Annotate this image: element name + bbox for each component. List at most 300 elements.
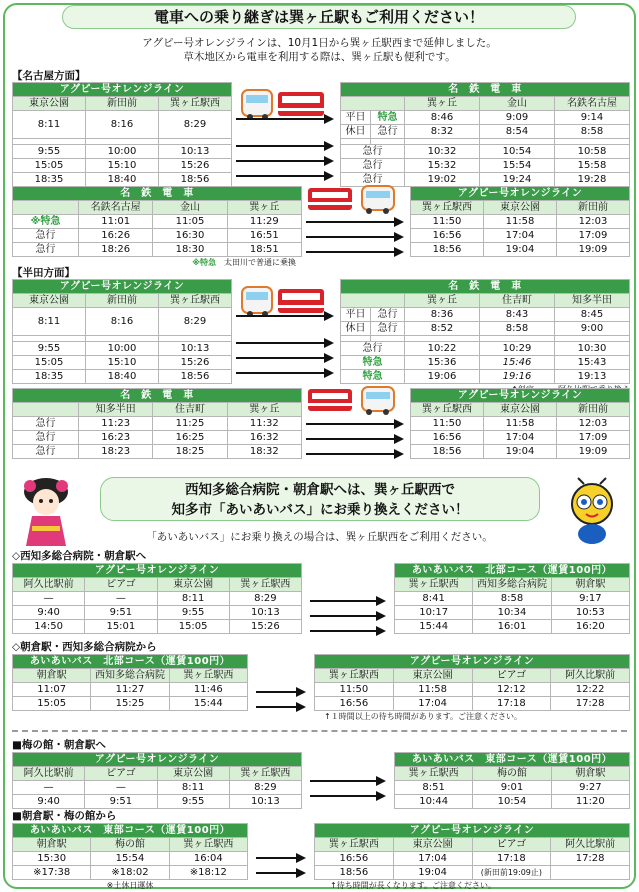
col-header: 朝倉駅 [551, 578, 629, 592]
train-type: 急行 [341, 173, 405, 187]
time-cell: 15:58 [555, 159, 630, 173]
time-cell: — [85, 781, 157, 795]
section-heading-to-hospital: ◇西知多総合病院・朝倉駅へ [12, 550, 147, 562]
section-heading-handa: 【半田方面】 [12, 267, 75, 279]
time-cell: 9:09 [480, 111, 555, 125]
time-cell: 8:41 [395, 592, 473, 606]
col-header: 梅の館 [91, 838, 169, 852]
time-cell: 8:11 [13, 111, 86, 139]
section-heading-nagoya: 【名古屋方面】 [12, 70, 86, 82]
time-cell: — [13, 781, 85, 795]
transfer-arrow [310, 625, 386, 637]
transfer-arrow [310, 595, 386, 607]
transfer-arrow [310, 610, 386, 622]
intro-text [0, 36, 639, 64]
col-header: 東京公園 [484, 201, 557, 215]
time-cell: 11:01 [79, 215, 153, 229]
time-cell: 8:11 [13, 308, 86, 336]
nagoya-meitetsu-return-table [12, 186, 302, 268]
transfer-arrow [256, 852, 306, 864]
time-cell: 10:22 [405, 342, 480, 356]
col-header: 梅の館 [473, 767, 551, 781]
table-note: ※土休日運休 [106, 881, 154, 890]
time-cell: 15:05 [13, 159, 86, 173]
time-cell: 16:25 [153, 431, 227, 445]
transfer-arrow [310, 775, 386, 787]
time-cell: 10:13 [159, 145, 232, 159]
time-cell: 15:10 [86, 356, 159, 370]
col-header: 東京公園 [484, 403, 557, 417]
col-header: 巽ヶ丘駅西 [411, 201, 484, 215]
section-heading-from-hospital: ◇朝倉駅・西知多総合病院から [12, 641, 157, 653]
train-type: 急行 [341, 145, 405, 159]
time-cell: 15:26 [159, 159, 232, 173]
col-header: 西知多総合病院 [91, 669, 169, 683]
time-cell: 17:09 [557, 229, 630, 243]
time-cell: 12:12 [472, 683, 551, 697]
time-cell: 10:13 [229, 795, 301, 809]
train-type: 急行 [341, 159, 405, 173]
time-cell: 8:29 [159, 308, 232, 336]
train-type: 急行 [371, 308, 405, 322]
time-cell: 17:04 [484, 229, 557, 243]
train-type: 特急 [341, 356, 405, 370]
time-cell: 11:27 [91, 683, 169, 697]
time-cell: 19:06 [405, 370, 480, 384]
nagoya-orange-line-table [12, 82, 232, 187]
time-cell: 19:16 [480, 370, 555, 384]
time-cell: 11:20 [551, 795, 629, 809]
table-title: 名 鉄 電 車 [341, 83, 630, 97]
time-cell: 19:09 [557, 445, 630, 459]
transfer-arrow [236, 170, 334, 182]
col-header: 巽ヶ丘駅西 [159, 97, 232, 111]
table-title: あいあいバス 北部コース（運賃100円） [395, 564, 630, 578]
train-type: 急行 [13, 417, 79, 431]
time-cell: 10:17 [395, 606, 473, 620]
section-heading-from-asakura: ■朝倉駅・梅の館から [12, 810, 117, 822]
col-header: 新田前 [557, 201, 630, 215]
time-cell: 11:29 [227, 215, 301, 229]
s3-orange-line-table [12, 752, 302, 809]
transfer-arrow [236, 140, 334, 152]
time-cell: 16:56 [315, 697, 394, 711]
train-bus-illustration [306, 182, 400, 216]
day-label: 平日 [341, 308, 371, 322]
transfer-arrow [236, 352, 334, 364]
time-cell: 16:56 [411, 229, 484, 243]
s1-orange-line-table [12, 563, 302, 634]
aiai-bus-banner [100, 477, 540, 521]
time-cell: 17:18 [472, 852, 551, 866]
transfer-arrow [236, 113, 334, 125]
note-text: 太田川で普通に乗換 [224, 258, 296, 267]
s3-aiai-bus-table [394, 752, 630, 809]
train-type: 特急 [371, 111, 405, 125]
time-cell: 10:34 [473, 606, 551, 620]
time-cell: 10:58 [555, 145, 630, 159]
col-header: 知多半田 [79, 403, 153, 417]
time-cell: 15:46 [480, 356, 555, 370]
time-cell: 9:40 [13, 795, 85, 809]
transfer-arrow [236, 367, 334, 379]
intro-line-1: アグピー号オレンジラインは、10月1日から巽ヶ丘駅西まで延伸しました。 [142, 37, 497, 49]
col-header: 名鉄名古屋 [555, 97, 630, 111]
time-cell: 8:43 [480, 308, 555, 322]
col-header: ピアゴ [85, 578, 157, 592]
col-header: 東京公園 [157, 767, 229, 781]
col-header: 巽ヶ丘駅西 [395, 767, 473, 781]
time-cell: 19:13 [555, 370, 630, 384]
time-cell: 18:30 [153, 243, 227, 257]
time-cell: 17:04 [393, 697, 472, 711]
time-cell: ※17:38 [13, 866, 91, 880]
time-cell: 16:56 [411, 431, 484, 445]
time-cell: 11:32 [227, 417, 301, 431]
day-label: 休日 [341, 322, 371, 336]
day-label: 平日 [341, 111, 371, 125]
time-cell [551, 866, 630, 880]
time-cell: 18:56 [411, 445, 484, 459]
transfer-arrow [306, 216, 404, 228]
transfer-arrow [256, 701, 306, 713]
col-header: ピアゴ [472, 669, 551, 683]
time-cell: 10:54 [480, 145, 555, 159]
col-header: 東京公園 [393, 838, 472, 852]
time-cell: 17:28 [551, 852, 630, 866]
time-cell: 18:40 [86, 370, 159, 384]
aiai-intro-text: 「あいあいバス」にお乗り換えの場合は、巽ヶ丘駅西をご利用ください。 [146, 531, 493, 543]
train-type: 急行 [13, 431, 79, 445]
time-cell: 8:46 [405, 111, 480, 125]
train-type: 急行 [371, 322, 405, 336]
time-cell: 8:52 [405, 322, 480, 336]
time-cell: ※18:12 [169, 866, 247, 880]
time-cell: (新田前19:09止) [472, 866, 551, 880]
table-title: あいあいバス 東部コース（運賃100円） [13, 824, 248, 838]
time-cell: 11:25 [153, 417, 227, 431]
col-header: 巽ヶ丘 [405, 97, 480, 111]
time-cell: 8:29 [229, 781, 301, 795]
table-title: アグピー号オレンジライン [411, 187, 630, 201]
time-cell: 9:00 [555, 322, 630, 336]
time-cell: 17:28 [551, 697, 630, 711]
col-header: 巽ヶ丘駅西 [411, 403, 484, 417]
time-cell: 19:09 [557, 243, 630, 257]
day-label: 休日 [341, 125, 371, 139]
time-cell: 16:56 [315, 852, 394, 866]
table-title: あいあいバス 北部コース（運賃100円） [13, 655, 248, 669]
table-title: 名 鉄 電 車 [13, 389, 302, 403]
time-cell: 18:23 [79, 445, 153, 459]
train-type: 急行 [371, 125, 405, 139]
time-cell: 9:55 [157, 606, 229, 620]
time-cell: 10:13 [229, 606, 301, 620]
time-cell: ※18:02 [91, 866, 169, 880]
time-cell: 8:16 [86, 111, 159, 139]
time-cell: 18:35 [13, 370, 86, 384]
time-cell: 8:11 [157, 781, 229, 795]
time-cell: 12:22 [551, 683, 630, 697]
time-cell: 15:10 [86, 159, 159, 173]
transfer-arrow [306, 433, 404, 445]
banner-line-1: 西知多総合病院・朝倉駅へは、巽ヶ丘駅西で [185, 482, 455, 498]
time-cell: 10:00 [86, 342, 159, 356]
time-cell: 15:05 [13, 356, 86, 370]
time-cell: 18:51 [227, 243, 301, 257]
table-title: アグピー号オレンジライン [411, 389, 630, 403]
time-cell: 18:56 [315, 866, 394, 880]
transfer-arrow [256, 686, 306, 698]
time-cell: 18:32 [227, 445, 301, 459]
intro-line-2: 草木地区から電車を利用する際は、巽ヶ丘駅も便利です。 [183, 51, 456, 63]
time-cell: 15:05 [13, 697, 91, 711]
table-title: アグピー号オレンジライン [13, 280, 232, 294]
s4-aiai-bus-table [12, 823, 248, 891]
table-title: 名 鉄 電 車 [341, 280, 630, 294]
note-mark: ※特急 [192, 258, 216, 267]
train-bus-illustration [306, 383, 400, 417]
transfer-arrow [236, 337, 334, 349]
time-cell: 11:50 [411, 417, 484, 431]
time-cell: — [13, 592, 85, 606]
train-type: 急行 [13, 229, 79, 243]
page-title: 電車への乗り継ぎは巽ヶ丘駅もご利用ください！ [62, 5, 576, 29]
time-cell: 15:05 [157, 620, 229, 634]
transfer-arrow [306, 448, 404, 460]
time-cell: 10:32 [405, 145, 480, 159]
section-divider [12, 730, 627, 732]
time-cell: 15:43 [555, 356, 630, 370]
time-cell: 9:40 [13, 606, 85, 620]
time-cell: 11:23 [79, 417, 153, 431]
time-cell: 16:01 [473, 620, 551, 634]
section-heading-to-umenoyakata: ■梅の館・朝倉駅へ [12, 739, 106, 751]
time-cell: 9:14 [555, 111, 630, 125]
time-cell: — [85, 592, 157, 606]
table-title: アグピー号オレンジライン [13, 564, 302, 578]
time-cell: 19:24 [480, 173, 555, 187]
time-cell: 16:32 [227, 431, 301, 445]
col-header: 金山 [480, 97, 555, 111]
time-cell: 19:28 [555, 173, 630, 187]
col-header: 東京公園 [157, 578, 229, 592]
col-header: 阿久比駅前 [13, 767, 85, 781]
col-header: 巽ヶ丘駅西 [315, 838, 394, 852]
col-header: 巽ヶ丘駅西 [169, 669, 247, 683]
time-cell: 8:36 [405, 308, 480, 322]
col-header: 阿久比駅前 [13, 578, 85, 592]
time-cell: 8:58 [473, 592, 551, 606]
time-cell: 17:04 [484, 431, 557, 445]
col-header: 名鉄名古屋 [79, 201, 153, 215]
time-cell: 8:45 [555, 308, 630, 322]
table-title: アグピー号オレンジライン [315, 824, 630, 838]
handa-meitetsu-table [340, 279, 630, 395]
col-header: 巽ヶ丘駅西 [315, 669, 394, 683]
col-header: 新田前 [86, 97, 159, 111]
col-header: 朝倉駅 [13, 669, 91, 683]
time-cell: 9:01 [473, 781, 551, 795]
time-cell: 9:27 [551, 781, 629, 795]
transfer-arrow [236, 310, 334, 322]
time-cell: 16:51 [227, 229, 301, 243]
time-cell: 8:58 [480, 322, 555, 336]
time-cell: 16:26 [79, 229, 153, 243]
s2-aiai-bus-table [12, 654, 248, 711]
time-cell: 18:40 [86, 173, 159, 187]
time-cell: 19:04 [393, 866, 472, 880]
s1-aiai-bus-table [394, 563, 630, 634]
col-header: 巽ヶ丘駅西 [395, 578, 473, 592]
transfer-arrow [256, 867, 306, 879]
time-cell: 11:50 [315, 683, 394, 697]
col-header: 巽ヶ丘駅西 [229, 578, 301, 592]
time-cell: 8:29 [229, 592, 301, 606]
time-cell: 11:58 [393, 683, 472, 697]
time-cell: 11:07 [13, 683, 91, 697]
time-cell: 9:51 [85, 606, 157, 620]
time-cell: 15:54 [91, 852, 169, 866]
table-title: アグピー号オレンジライン [13, 753, 302, 767]
time-cell: 15:36 [405, 356, 480, 370]
table-title: アグピー号オレンジライン [13, 83, 232, 97]
handa-orange-line-table [12, 279, 232, 384]
time-cell: 11:50 [411, 215, 484, 229]
time-cell: 17:04 [393, 852, 472, 866]
time-cell: 15:44 [395, 620, 473, 634]
time-cell: 8:11 [157, 592, 229, 606]
transfer-arrow [306, 231, 404, 243]
time-cell: 8:29 [159, 111, 232, 139]
time-cell: 8:54 [480, 125, 555, 139]
time-cell: 17:18 [472, 697, 551, 711]
col-header: 住吉町 [153, 403, 227, 417]
time-cell: 16:20 [551, 620, 629, 634]
time-cell: 18:25 [153, 445, 227, 459]
col-header: 巽ヶ丘 [405, 294, 480, 308]
time-cell: 16:04 [169, 852, 247, 866]
col-header: 朝倉駅 [551, 767, 629, 781]
table-note: ↑待ち時間が長くなります。ご注意ください。 [330, 881, 497, 890]
time-cell: 18:35 [13, 173, 86, 187]
col-header: 巽ヶ丘 [227, 403, 301, 417]
col-header: 金山 [153, 201, 227, 215]
col-header: 阿久比駅前 [551, 838, 630, 852]
col-header: 東京公園 [393, 669, 472, 683]
time-cell: 9:51 [85, 795, 157, 809]
time-cell: 9:55 [13, 342, 86, 356]
time-cell: 10:13 [159, 342, 232, 356]
time-cell: 10:00 [86, 145, 159, 159]
time-cell: 9:55 [13, 145, 86, 159]
train-type: 急行 [13, 243, 79, 257]
time-cell: 16:30 [153, 229, 227, 243]
time-cell: 10:53 [551, 606, 629, 620]
col-header: 巽ヶ丘駅西 [159, 294, 232, 308]
time-cell: 11:05 [153, 215, 227, 229]
transfer-arrow [310, 790, 386, 802]
time-cell: 15:44 [169, 697, 247, 711]
time-cell: 10:54 [473, 795, 551, 809]
table-title: アグピー号オレンジライン [315, 655, 630, 669]
time-cell: 8:32 [405, 125, 480, 139]
transfer-arrow [306, 246, 404, 258]
time-cell: 15:32 [405, 159, 480, 173]
time-cell: 8:16 [86, 308, 159, 336]
table-title: あいあいバス 東部コース（運賃100円） [395, 753, 630, 767]
time-cell: 15:30 [13, 852, 91, 866]
time-cell: 17:09 [557, 431, 630, 445]
time-cell: 18:56 [411, 243, 484, 257]
time-cell: 11:46 [169, 683, 247, 697]
time-cell: 12:03 [557, 417, 630, 431]
transfer-arrow [306, 418, 404, 430]
time-cell: 12:03 [557, 215, 630, 229]
train-type: 急行 [13, 445, 79, 459]
time-cell: 19:04 [484, 445, 557, 459]
table-note: ↑１時間以上の待ち時間があります。ご注意ください。 [324, 712, 523, 721]
time-cell: 14:50 [13, 620, 85, 634]
time-cell: 15:25 [91, 697, 169, 711]
time-cell: 10:29 [480, 342, 555, 356]
col-header: 住吉町 [480, 294, 555, 308]
time-cell: 15:26 [229, 620, 301, 634]
s2-orange-line-table [314, 654, 630, 722]
train-type: 急行 [341, 342, 405, 356]
time-cell: 10:44 [395, 795, 473, 809]
col-header: 阿久比駅前 [551, 669, 630, 683]
s4-orange-line-table [314, 823, 630, 891]
time-cell: 9:55 [157, 795, 229, 809]
col-header: 東京公園 [13, 97, 86, 111]
time-cell: 8:58 [555, 125, 630, 139]
col-header: ピアゴ [472, 838, 551, 852]
nagoya-meitetsu-table [340, 82, 630, 187]
handa-meitetsu-return-table [12, 388, 302, 459]
col-header: 西知多総合病院 [473, 578, 551, 592]
time-cell: 18:56 [159, 173, 232, 187]
nagoya-orange-line-return-table [410, 186, 630, 257]
col-header: 巽ヶ丘駅西 [169, 838, 247, 852]
col-header: 巽ヶ丘 [227, 201, 301, 215]
col-header: 巽ヶ丘駅西 [229, 767, 301, 781]
time-cell: 15:26 [159, 356, 232, 370]
col-header: 朝倉駅 [13, 838, 91, 852]
col-header: 新田前 [557, 403, 630, 417]
train-type: ※特急 [13, 215, 79, 229]
transfer-arrow [236, 155, 334, 167]
time-cell: 11:58 [484, 215, 557, 229]
time-cell: 15:01 [85, 620, 157, 634]
time-cell: 19:02 [405, 173, 480, 187]
time-cell: 11:58 [484, 417, 557, 431]
time-cell: 8:51 [395, 781, 473, 795]
banner-line-2: 知多市「あいあいバス」にお乗り換えください！ [171, 502, 469, 518]
col-header: 東京公園 [13, 294, 86, 308]
col-header: ピアゴ [85, 767, 157, 781]
time-cell: 18:56 [159, 370, 232, 384]
time-cell: 18:26 [79, 243, 153, 257]
train-type: 特急 [341, 370, 405, 384]
table-title: 名 鉄 電 車 [13, 187, 302, 201]
time-cell: 16:23 [79, 431, 153, 445]
time-cell: 9:17 [551, 592, 629, 606]
col-header: 新田前 [86, 294, 159, 308]
handa-orange-line-return-table [410, 388, 630, 459]
time-cell: 19:04 [484, 243, 557, 257]
time-cell: 15:54 [480, 159, 555, 173]
